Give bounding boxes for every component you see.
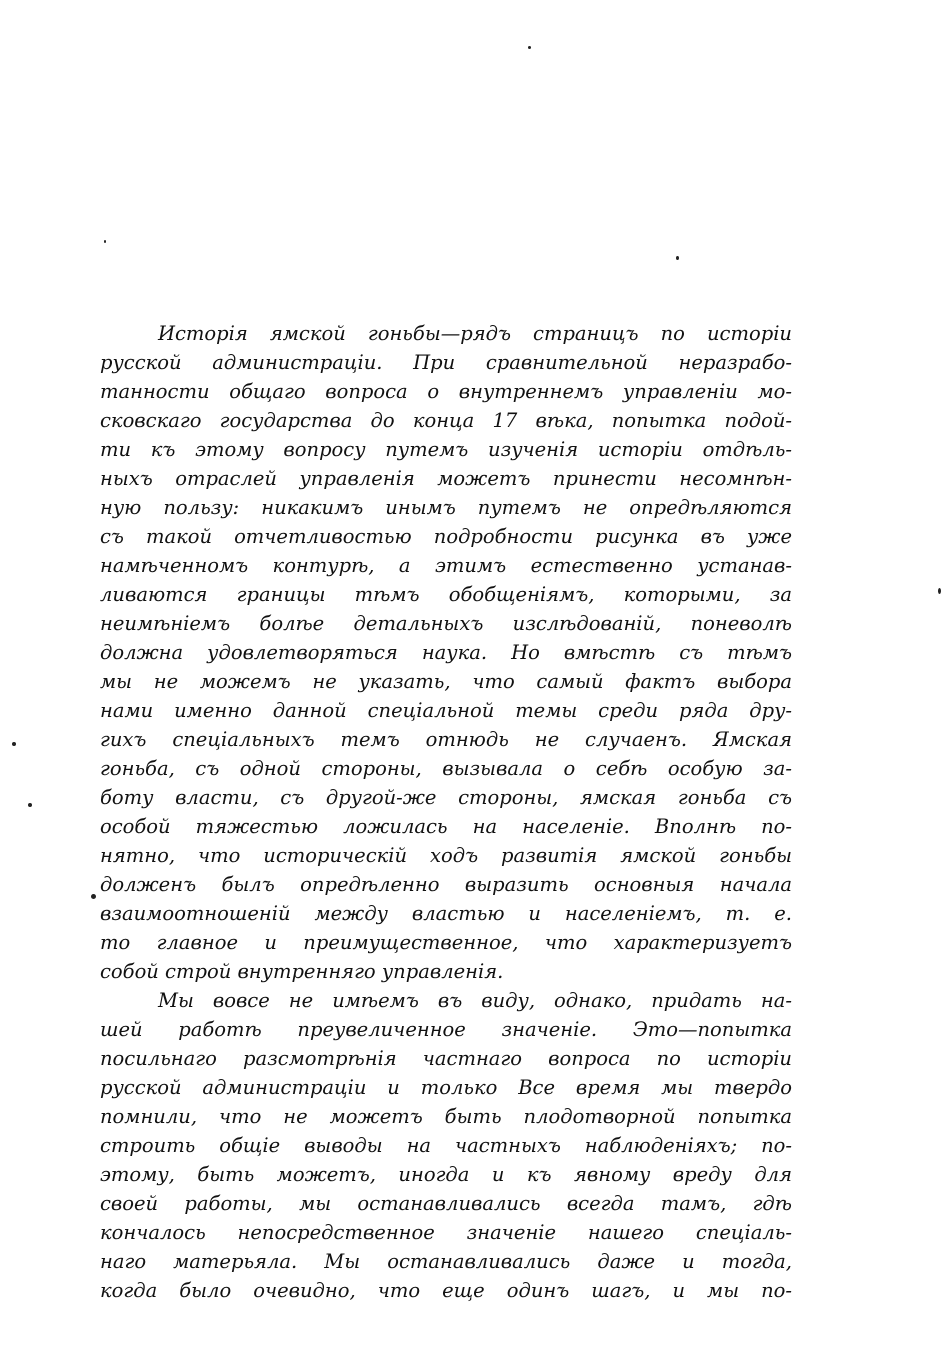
paragraph-2 bbox=[100, 986, 792, 1305]
text-line: мы не можемъ не указать, что самый фактъ выбора bbox=[100, 670, 792, 693]
text-line: русской администраціи и только Все время мы твердо bbox=[100, 1076, 792, 1099]
text-line: должна удовлетворяться наука. Но вмѣстѣ съ тѣмъ bbox=[100, 641, 792, 664]
text-line: посильнаго разсмотрѣнія частнаго вопроса по исторіи bbox=[100, 1047, 792, 1070]
text-line: собой строй внутренняго управленія. bbox=[100, 960, 504, 983]
text-line: своей работы, мы останавливались всегда тамъ, гдѣ bbox=[100, 1192, 792, 1215]
text-line: нами именно данной спеціальной темы среди ряда дру- bbox=[100, 699, 792, 722]
text-line: строить общіе выводы на частныхъ наблюденіяхъ; по- bbox=[100, 1134, 792, 1157]
text-line: помнили, что не можетъ быть плодотворной попытка bbox=[100, 1105, 792, 1128]
scan-speck bbox=[938, 588, 941, 594]
text-line: шей работѣ преувеличенное значеніе. Это—попытка bbox=[100, 1018, 792, 1041]
scan-speck bbox=[676, 256, 679, 260]
text-line: особой тяжестью ложилась на населеніе. Вполнѣ по- bbox=[100, 815, 792, 838]
scan-speck bbox=[28, 803, 32, 807]
main-text bbox=[100, 319, 792, 1305]
text-line: гоньба, съ одной стороны, вызывала о себѣ особую за- bbox=[100, 757, 792, 780]
text-line: ныхъ отраслей управленія можетъ принести несомнѣн- bbox=[100, 467, 792, 490]
text-line: боту власти, съ другой-же стороны, ямская гоньба съ bbox=[100, 786, 792, 809]
text-line: гихъ спеціальныхъ темъ отнюдь не случаенъ. Ямская bbox=[100, 728, 792, 751]
text-line: ти къ этому вопросу путемъ изученія исторіи отдѣль- bbox=[100, 438, 792, 461]
scan-speck bbox=[12, 742, 16, 746]
text-line: наго матерьяла. Мы останавливались даже и тогда, bbox=[100, 1250, 792, 1273]
text-line: ную пользу: никакимъ инымъ путемъ не опредѣляются bbox=[100, 496, 792, 519]
text-line: съ такой отчетливостью подробности рисунка въ уже bbox=[100, 525, 792, 548]
text-line: русской администраціи. При сравнительной неразрабо- bbox=[100, 351, 792, 374]
paragraph-1 bbox=[100, 319, 792, 986]
text-line: неимѣніемъ болѣе детальныхъ изслѣдованій, поневолѣ bbox=[100, 612, 792, 635]
text-line: кончалось непосредственное значеніе нашего спеціаль- bbox=[100, 1221, 792, 1244]
scan-speck bbox=[91, 894, 96, 899]
text-line: долженъ былъ опредѣленно выразить основныя начала bbox=[100, 873, 792, 896]
text-line: ливаются границы тѣмъ обобщеніямъ, которыми, за bbox=[100, 583, 792, 606]
text-line: когда было очевидно, что еще одинъ шагъ, и мы по- bbox=[100, 1279, 792, 1302]
text-line: Мы вовсе не имѣемъ въ виду, однако, придать на- bbox=[158, 989, 792, 1012]
text-line: этому, быть можетъ, иногда и къ явному вреду для bbox=[100, 1163, 792, 1186]
scan-speck bbox=[528, 46, 531, 49]
scan-speck bbox=[104, 240, 106, 243]
text-line: Исторія ямской гоньбы—рядъ страницъ по исторіи bbox=[158, 322, 792, 345]
text-line: то главное и преимущественное, что характеризуетъ bbox=[100, 931, 792, 954]
text-line: намѣченномъ контурѣ, а этимъ естественно устанав- bbox=[100, 554, 792, 577]
text-line: танности общаго вопроса о внутреннемъ управленіи мо- bbox=[100, 380, 792, 403]
text-line: взаимоотношеній между властью и населеніемъ, т. е. bbox=[100, 902, 792, 925]
text-line: сковскаго государства до конца 17 вѣка, попытка подой- bbox=[100, 409, 792, 432]
text-line: нятно, что историческій ходъ развитія ямской гоньбы bbox=[100, 844, 792, 867]
